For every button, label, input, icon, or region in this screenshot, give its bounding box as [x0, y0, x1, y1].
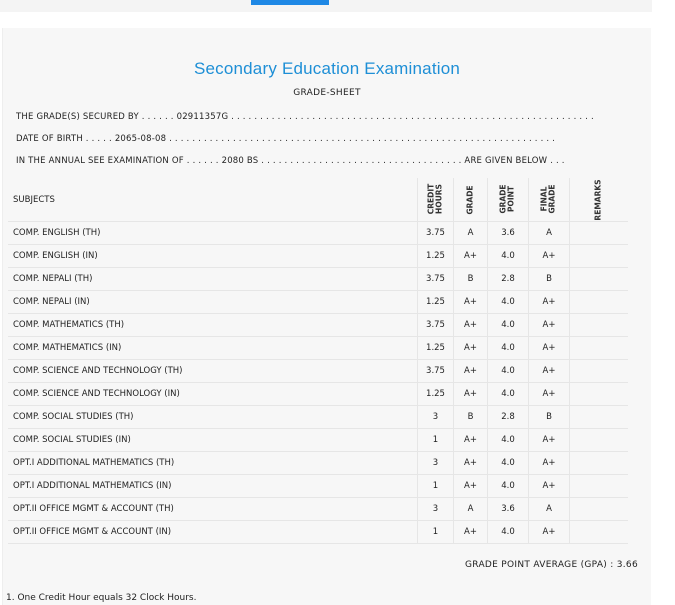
grade-cell: A [454, 222, 488, 245]
grade-point-cell: 4.0 [488, 429, 529, 452]
subject-cell: OPT.I ADDITIONAL MATHEMATICS (TH) [8, 452, 418, 475]
table-row [8, 498, 628, 521]
grade-cell: A+ [454, 521, 488, 544]
final-grade-cell: A+ [529, 475, 570, 498]
credit-hours-cell: 3.75 [418, 314, 454, 337]
grade-point-cell: 4.0 [488, 360, 529, 383]
remarks-cell [570, 314, 629, 337]
subject-cell: COMP. SCIENCE AND TECHNOLOGY (TH) [8, 360, 418, 383]
final-grade-cell: B [529, 268, 570, 291]
subject-cell: COMP. ENGLISH (IN) [8, 245, 418, 268]
grade-cell: B [454, 268, 488, 291]
remarks-cell [570, 406, 629, 429]
remarks-cell [570, 268, 629, 291]
header-grade-point: GRADE POINT [488, 178, 529, 222]
table-row [8, 383, 628, 406]
subject-cell: COMP. SOCIAL STUDIES (TH) [8, 406, 418, 429]
grade-point-cell: 4.0 [488, 245, 529, 268]
table-row [8, 314, 628, 337]
table-row [8, 406, 628, 429]
grade-cell: A [454, 498, 488, 521]
grade-cell: A+ [454, 429, 488, 452]
subject-cell: OPT.II OFFICE MGMT & ACCOUNT (TH) [8, 498, 418, 521]
grade-cell: A+ [454, 245, 488, 268]
table-header-row [8, 178, 628, 222]
credit-hours-cell: 3.75 [418, 222, 454, 245]
credit-hours-cell: 1 [418, 521, 454, 544]
grade-cell: A+ [454, 337, 488, 360]
symbol-number-line: THE GRADE(S) SECURED BY . . . . . . 02911357G . . . . . . . . . . . . . . . . . . . . . . . . . . . . . . . . . . . . . . . . . . . . . . . . . . . . . . . . . . . . . . . [16, 112, 594, 122]
remarks-cell [570, 291, 629, 314]
credit-hours-cell: 3.75 [418, 268, 454, 291]
grade-point-cell: 4.0 [488, 337, 529, 360]
grade-cell: A+ [454, 314, 488, 337]
header-remarks: REMARKS [570, 178, 629, 222]
table-row [8, 337, 628, 360]
grade-cell: A+ [454, 291, 488, 314]
credit-hours-cell: 1 [418, 475, 454, 498]
final-grade-cell: A+ [529, 429, 570, 452]
final-grade-cell: A+ [529, 314, 570, 337]
remarks-cell [570, 452, 629, 475]
grade-point-cell: 2.8 [488, 406, 529, 429]
grade-cell: B [454, 406, 488, 429]
grade-point-cell: 4.0 [488, 475, 529, 498]
table-row [8, 268, 628, 291]
remarks-cell [570, 521, 629, 544]
grade-point-cell: 4.0 [488, 291, 529, 314]
grade-cell: A+ [454, 383, 488, 406]
credit-hours-cell: 1.25 [418, 245, 454, 268]
sheet-subtitle: GRADE-SHEET [293, 88, 361, 98]
table-row [8, 521, 628, 544]
table-row [8, 245, 628, 268]
header-grade: GRADE [454, 178, 488, 222]
subject-cell: COMP. MATHEMATICS (TH) [8, 314, 418, 337]
header-credit-hours: CREDIT HOURS [418, 178, 454, 222]
final-grade-cell: A+ [529, 521, 570, 544]
final-grade-cell: A+ [529, 452, 570, 475]
grade-cell: A+ [454, 475, 488, 498]
final-grade-cell: A+ [529, 291, 570, 314]
subject-cell: COMP. ENGLISH (TH) [8, 222, 418, 245]
header-final-grade: FINAL GRADE [529, 178, 570, 222]
final-grade-cell: A [529, 222, 570, 245]
remarks-cell [570, 245, 629, 268]
final-grade-cell: A+ [529, 245, 570, 268]
table-row [8, 291, 628, 314]
grade-sheet-panel [2, 28, 651, 605]
credit-hours-cell: 3 [418, 498, 454, 521]
final-grade-cell: A+ [529, 337, 570, 360]
credit-hours-cell: 3.75 [418, 360, 454, 383]
credit-hours-cell: 1.25 [418, 337, 454, 360]
credit-hour-footnote: 1. One Credit Hour equals 32 Clock Hours. [6, 593, 197, 603]
grade-cell: A+ [454, 452, 488, 475]
header-subjects: SUBJECTS [8, 178, 418, 222]
grade-point-cell: 4.0 [488, 521, 529, 544]
subject-cell: COMP. SCIENCE AND TECHNOLOGY (IN) [8, 383, 418, 406]
subject-cell: OPT.I ADDITIONAL MATHEMATICS (IN) [8, 475, 418, 498]
remarks-cell [570, 498, 629, 521]
final-grade-cell: A+ [529, 383, 570, 406]
subject-cell: COMP. NEPALI (TH) [8, 268, 418, 291]
gpa-summary: GRADE POINT AVERAGE (GPA) : 3.66 [465, 560, 638, 570]
grade-point-cell: 3.6 [488, 498, 529, 521]
table-row [8, 452, 628, 475]
date-of-birth-line: DATE OF BIRTH . . . . . 2065-08-08 . . . . . . . . . . . . . . . . . . . . . . . . . . . . . . . . . . . . . . . . . . . . . . . . . . . . . . . . . . . . . . . . . . . [16, 134, 556, 144]
remarks-cell [570, 360, 629, 383]
remarks-cell [570, 429, 629, 452]
final-grade-cell: A+ [529, 360, 570, 383]
exam-year-line: IN THE ANNUAL SEE EXAMINATION OF . . . . . . 2080 BS . . . . . . . . . . . . . . . . . . . . . . . . . . . . . . . . . . . ARE GIVEN BELOW . . . [16, 156, 565, 166]
grades-table [8, 178, 628, 544]
subject-cell: OPT.II OFFICE MGMT & ACCOUNT (IN) [8, 521, 418, 544]
subject-cell: COMP. SOCIAL STUDIES (IN) [8, 429, 418, 452]
subject-cell: COMP. MATHEMATICS (IN) [8, 337, 418, 360]
table-row [8, 475, 628, 498]
page-title: Secondary Education Examination [193, 59, 461, 78]
remarks-cell [570, 475, 629, 498]
active-tab-indicator[interactable] [251, 0, 329, 5]
remarks-cell [570, 383, 629, 406]
grade-point-cell: 4.0 [488, 452, 529, 475]
remarks-cell [570, 337, 629, 360]
grade-point-cell: 2.8 [488, 268, 529, 291]
final-grade-cell: A [529, 498, 570, 521]
table-row [8, 222, 628, 245]
grade-point-cell: 4.0 [488, 314, 529, 337]
table-row [8, 429, 628, 452]
subject-cell: COMP. NEPALI (IN) [8, 291, 418, 314]
credit-hours-cell: 1.25 [418, 383, 454, 406]
credit-hours-cell: 1 [418, 429, 454, 452]
credit-hours-cell: 3 [418, 452, 454, 475]
grade-point-cell: 4.0 [488, 383, 529, 406]
grade-cell: A+ [454, 360, 488, 383]
credit-hours-cell: 3 [418, 406, 454, 429]
remarks-cell [570, 222, 629, 245]
grade-point-cell: 3.6 [488, 222, 529, 245]
credit-hours-cell: 1.25 [418, 291, 454, 314]
final-grade-cell: B [529, 406, 570, 429]
table-row [8, 360, 628, 383]
